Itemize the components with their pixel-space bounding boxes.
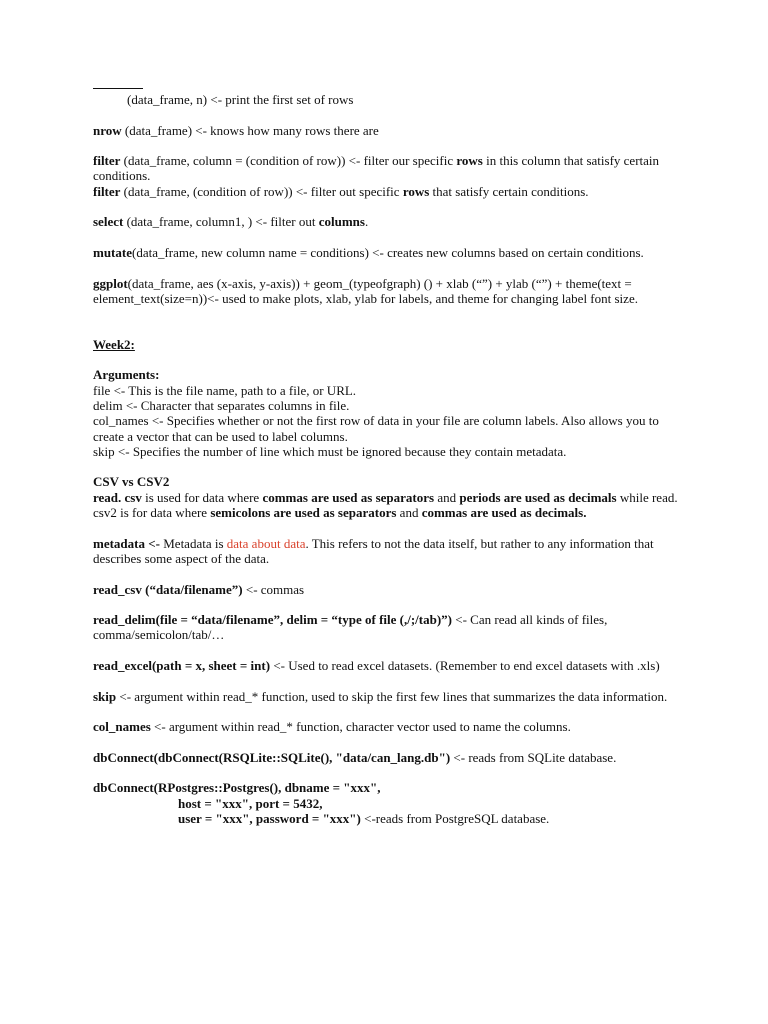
dbconnect-sqlite-fn: dbConnect(dbConnect(RSQLite::SQLite(), "data/can_lang.db") <box>93 749 451 765</box>
dbconnect-postgres-desc: <-reads from PostgreSQL database. <box>360 810 550 826</box>
nrow-line <box>93 123 678 138</box>
filter-desc-2b: that satisfy certain conditions. <box>429 183 589 199</box>
ggplot-fn: ggplot <box>93 275 128 291</box>
select-line <box>93 214 678 229</box>
skip-fn: skip <box>93 688 117 704</box>
dbconnect-postgres-line-2: host = "xxx", port = 5432, <box>178 795 323 811</box>
select-fn: select <box>93 214 124 230</box>
csv-t2: and <box>434 489 460 505</box>
metadata-label: metadata <- <box>93 535 160 551</box>
filter-fn-1: filter <box>93 153 121 169</box>
dbconnect-sqlite-line <box>93 750 678 765</box>
select-desc-a: (data_frame, column1, ) <- filter out <box>123 214 319 230</box>
arg-col-names: col_names <- Specifies whether or not the first row of data in your file are column labels. Also allows you to create a vector that can be used to label columns. <box>93 413 659 444</box>
col-names-line <box>93 719 678 734</box>
ggplot-line <box>93 276 678 307</box>
dbconnect-sqlite-desc: <- reads from SQLite database. <box>450 749 617 765</box>
read-delim-fn: read_delim(file = “data/filename”, delim = “type of file (,/;/tab)”) <box>93 612 453 628</box>
filter-bold-1: rows <box>456 153 483 169</box>
mutate-line <box>93 245 678 260</box>
blank-underline <box>93 88 143 89</box>
filter-line-1 <box>93 153 678 184</box>
dbconnect-postgres-line-3 <box>93 811 678 826</box>
read-excel-desc: <- Used to read excel datasets. (Remember to end excel datasets with .xls) <box>270 657 660 673</box>
filter-bold-2: rows <box>402 183 430 199</box>
filter-fn-2: filter <box>93 183 121 199</box>
filter-line-2 <box>93 184 678 199</box>
select-desc-b: . <box>364 214 369 230</box>
dbconnect-postgres-args: user = "xxx", password = "xxx") <box>178 810 361 826</box>
week2-heading: Week2: <box>93 336 135 352</box>
skip-desc: <- argument within read_* function, used to skip the first few lines that summarizes the data information. <box>116 688 668 704</box>
filter-desc-2a: (data_frame, (condition of row)) <- filter out specific <box>120 183 403 199</box>
filter-desc-1b: in this column that satisfy certain conditions. <box>93 153 660 184</box>
read-csv-line <box>93 582 678 597</box>
read-csv-desc: <- commas <box>242 581 305 597</box>
select-bold: columns <box>318 214 365 230</box>
csv-paragraph <box>93 490 678 521</box>
read-delim-line <box>93 612 678 643</box>
metadata-t1: Metadata is <box>159 535 227 551</box>
read-delim-desc: <- Can read all kinds of files, comma/semicolon/tab/… <box>93 612 608 643</box>
csv-b4: semicolons are used as separators <box>210 505 397 521</box>
metadata-highlight: data about data <box>226 535 306 551</box>
metadata-t2: . This refers to not the data itself, but rather to any information that describes some aspect of the data. <box>93 535 654 566</box>
arg-file: file <- This is the file name, path to a file, or URL. <box>93 382 357 398</box>
head-function-line <box>93 92 678 107</box>
col-names-fn: col_names <box>93 719 151 735</box>
nrow-desc: (data_frame) <- knows how many rows there are <box>121 122 379 138</box>
csv-b1: read. csv <box>93 489 142 505</box>
read-excel-line <box>93 658 678 673</box>
read-excel-fn: read_excel(path = x, sheet = int) <box>93 657 271 673</box>
nrow-fn: nrow <box>93 122 122 138</box>
arguments-heading: Arguments: <box>93 367 160 383</box>
col-names-desc: <- argument within read_* function, character vector used to name the columns. <box>150 719 571 735</box>
filter-desc-1a: (data_frame, column = (condition of row)) <- filter our specific <box>120 153 457 169</box>
csv-heading: CSV vs CSV2 <box>93 474 170 490</box>
csv-t3: while read. csv2 is for data where <box>93 489 678 521</box>
arg-delim: delim <- Character that separates columns in file. <box>93 397 350 413</box>
document-body <box>93 88 678 826</box>
read-csv-fn: read_csv (“data/filename”) <box>93 581 243 597</box>
dbconnect-postgres-line-1: dbConnect(RPostgres::Postgres(), dbname = "xxx", <box>93 780 381 796</box>
head-description: (data_frame, n) <- print the first set of rows <box>127 92 354 107</box>
csv-b5: commas are used as decimals. <box>421 505 587 521</box>
csv-t1: is used for data where <box>141 489 263 505</box>
skip-line <box>93 689 678 704</box>
metadata-paragraph <box>93 536 678 567</box>
arg-skip: skip <- Specifies the number of line which must be ignored because they contain metadata. <box>93 443 567 459</box>
mutate-fn: mutate <box>93 244 132 260</box>
ggplot-desc: (data_frame, aes (x-axis, y-axis)) + geom_(typeofgraph) () + xlab (“”) + ylab (“”) + theme(text = element_text(size=n))<- used to make plots, xlab, ylab for labels, and theme for changing label font size. <box>93 275 638 306</box>
csv-b3: periods are used as decimals <box>459 489 617 505</box>
mutate-desc: (data_frame, new column name = conditions) <- creates new columns based on certain conditions. <box>132 244 644 260</box>
csv-t4: and <box>396 505 422 521</box>
csv-b2: commas are used as separators <box>262 489 435 505</box>
